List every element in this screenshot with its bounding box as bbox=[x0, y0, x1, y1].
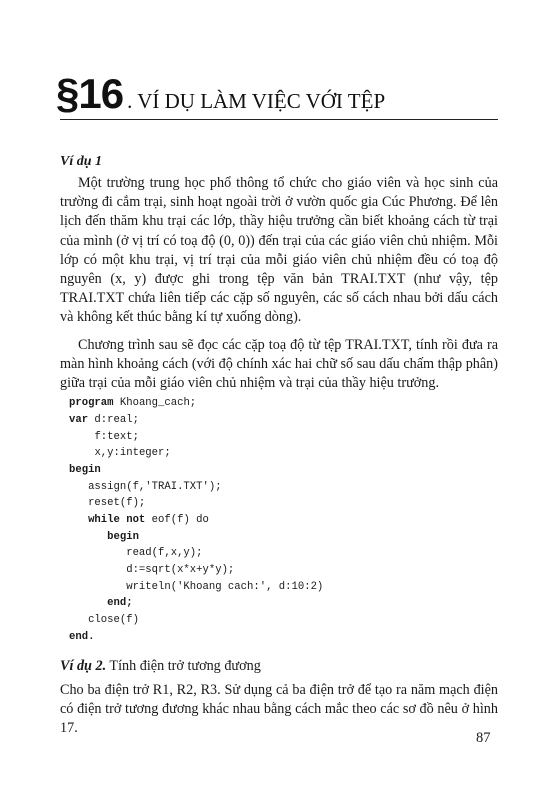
example2-title: Tính điện trở tương đương bbox=[106, 657, 261, 674]
section-title: . VÍ DỤ LÀM VIỆC VỚI TỆP bbox=[127, 89, 386, 113]
example1-paragraph1: Một trường trung học phổ thông tổ chức cho giáo viên và học sinh của trường đi cắm trại, sinh hoạt ngoài trời ở vườn quốc gia Cúc Phương. Để lên lịch đến thăm khu trại các lớp, thầy hiệu trưởng cần biết khoảng cách từ trại của mình (ở vị trí có toạ độ (0, 0)) đến trại của các giáo viên chủ nhiệm. Mỗi lớp có một khu trại, vị trí trại của mỗi giáo viên chủ nhiệm đều có toạ độ nguyên (x, y) được ghi trong tệp văn bản TRAI.TXT (như vậy, tệp TRAI.TXT chứa liên tiếp các cặp số nguyên, các số cách nhau bởi dấu cách và không kết thúc bằng kí tự xuống dòng). bbox=[60, 175, 498, 326]
code-line bbox=[69, 462, 498, 479]
code-keyword: program bbox=[69, 397, 114, 410]
page-content bbox=[60, 152, 498, 738]
code-keyword: while not bbox=[88, 514, 146, 527]
example2-paragraph: Cho ba điện trở R1, R2, R3. Sử dụng cả ba điện trở để tạo ra năm mạch điện có điện trở tương đương khác nhau bằng cách mắc theo các sơ đồ nêu ở hình 17. bbox=[60, 681, 498, 736]
code-line: f:text; bbox=[94, 430, 139, 443]
code-line bbox=[69, 629, 498, 646]
example2-heading bbox=[60, 657, 498, 676]
example2-label: Ví dụ 2. bbox=[60, 657, 107, 674]
code-line: reset(f); bbox=[88, 497, 146, 510]
page-number: 87 bbox=[476, 730, 491, 746]
code-line: assign(f,'TRAI.TXT'); bbox=[88, 480, 222, 493]
code-keyword: begin bbox=[69, 463, 101, 476]
example1-paragraph2: Chương trình sau sẽ đọc các cặp toạ độ từ tệp TRAI.TXT, tính rồi đưa ra màn hình khoảng cách (với độ chính xác hai chữ số sau dấu chấm thập phân) giữa trại của mỗi giáo viên chủ nhiệm và trại của thầy hiệu trưởng. bbox=[60, 336, 498, 392]
code-line: writeln('Khoang cach:', d:10:2) bbox=[126, 580, 324, 593]
code-keyword: begin bbox=[107, 530, 139, 543]
code-line bbox=[69, 529, 498, 546]
code-block bbox=[69, 395, 498, 645]
heading-rule bbox=[60, 119, 498, 120]
code-line: var d:real; bbox=[69, 413, 139, 426]
code-line: close(f) bbox=[88, 614, 139, 627]
code-line: x,y:integer; bbox=[94, 447, 171, 460]
code-line: while not eof(f) do bbox=[88, 514, 209, 527]
section-heading bbox=[56, 70, 385, 118]
code-line: program Khoang_cach; bbox=[69, 397, 197, 410]
code-line bbox=[69, 595, 498, 612]
code-keyword: var bbox=[69, 413, 89, 426]
code-line: d:=sqrt(x*x+y*y); bbox=[126, 564, 235, 577]
section-number: §16 bbox=[56, 70, 124, 117]
example1-heading: Ví dụ 1 bbox=[60, 154, 103, 169]
code-keyword: end; bbox=[107, 597, 133, 610]
code-line: read(f,x,y); bbox=[126, 547, 203, 560]
code-keyword: end. bbox=[69, 630, 95, 643]
